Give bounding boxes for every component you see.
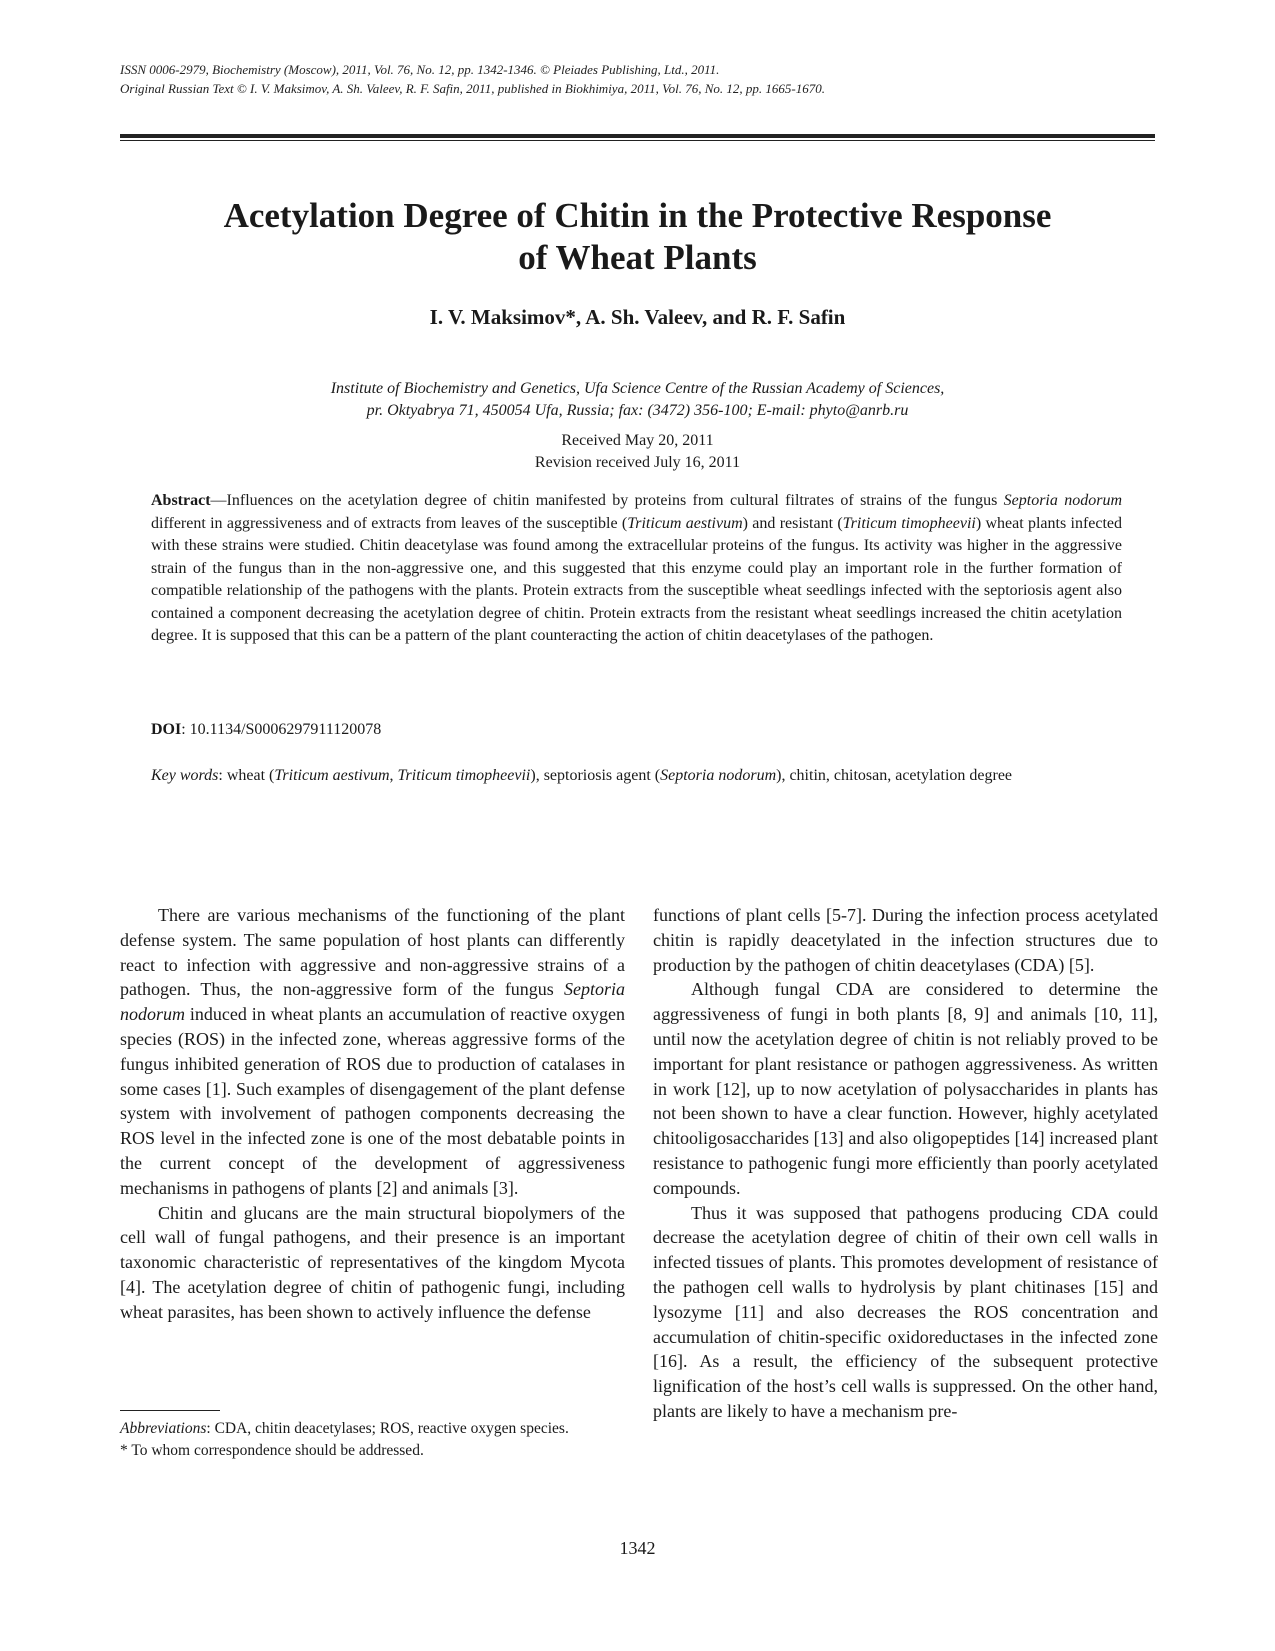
article-title [120, 195, 1155, 279]
abstract-species-2: Triticum aestivum [627, 514, 743, 532]
abbreviations-label: Abbreviations [120, 1420, 207, 1437]
doi-label: DOI [151, 721, 182, 738]
keywords-text-2: , [389, 767, 398, 784]
abstract-species-3: Triticum timopheevii [842, 514, 976, 532]
body-paragraph-3: functions of plant cells [5-7]. During the infection process acetylated chitin is rapidly deacetylated in the infection structures due to production by the pathogen of chitin deacetylases (CDA) [5]. [653, 905, 1158, 975]
keywords-label: Key words [151, 767, 219, 784]
header-original-text-line: Original Russian Text © I. V. Maksimov, A. Sh. Valeev, R. F. Safin, 2011, published in Biokhimiya, 2011, Vol. 76, No. 12, pp. 1665-1670. [120, 81, 825, 96]
body-column-left [120, 903, 625, 1325]
abstract-text-3: ) and resistant ( [742, 514, 843, 532]
abstract [151, 490, 1122, 648]
footnote-correspondence: * To whom correspondence should be addressed. [120, 1442, 424, 1459]
keywords-species-1: Triticum aestivum [274, 767, 390, 784]
dates [120, 430, 1155, 474]
header-rule-thin [120, 140, 1155, 141]
revised-date: Revision received July 16, 2011 [534, 454, 741, 471]
received-date: Received May 20, 2011 [561, 432, 714, 449]
body-p1-text-b: induced in wheat plants an accumulation of reactive oxygen species (ROS) in the infected zone, whereas aggressive forms of the fungus inhibited generation of ROS due to production of catalases in some cases [1]. Such examples of disengagement of the plant defense system with involvement of pathogen components decreasing the ROS level in the infected zone is one of the most debatable points in the current concept of the development of aggressiveness mechanisms in pathogens of plants [2] and animals [3]. [120, 1004, 625, 1198]
body-p1-species: Septoria nodorum [120, 979, 625, 1025]
authors: I. V. Maksimov*, A. Sh. Valeev, and R. F. Safin [429, 305, 846, 329]
keywords-text-3: ), septoriosis agent ( [530, 767, 661, 784]
header-rule-thick [120, 134, 1155, 138]
doi [151, 721, 381, 739]
footnotes [120, 1418, 625, 1462]
page-number: 1342 [619, 1538, 656, 1558]
journal-header [120, 60, 825, 98]
body-paragraph-4: Although fungal CDA are considered to determine the aggressiveness of fungi in both plants [8, 9] and animals [10, 11], until now the acetylation degree of chitin is not reliably proved to be important for plant resistance or pathogen aggressiveness. As written in work [12], up to now acetylation of polysaccharides in plants has not been shown to have a clear function. However, highly acetylated chitooligosaccharides [13] and also oligopeptides [14] increased plant resistance to pathogenic fungi more efficiently than poorly acetylated compounds. [653, 979, 1158, 1198]
affiliation-line-1: Institute of Biochemistry and Genetics, Ufa Science Centre of the Russian Academy of Sciences, [330, 380, 945, 397]
keywords-species-2: Triticum timopheevii [397, 767, 531, 784]
body-paragraph-1 [120, 903, 625, 1201]
body-paragraph-5: Thus it was supposed that pathogens producing CDA could decrease the acetylation degree of chitin of their own cell walls in infected tissues of plants. This promotes development of resistance of the pathogen cell walls to hydrolysis by plant chitinases [15] and lysozyme [11] and also decreases the ROS concentration and accumulation of chitin-specific oxidoreductases in the infected zone [16]. As a result, the efficiency of the subsequent protective lignification of the host’s cell walls is suppressed. On the other hand, plants are likely to have a mechanism pre- [653, 1202, 1158, 1421]
footnote-abbreviations [120, 1418, 625, 1440]
body-paragraph-2: Chitin and glucans are the main structural biopolymers of the cell wall of fungal pathogens, and their presence is an important taxonomic characteristic of representatives of the kingdom Mycota [4]. The acetylation degree of chitin of pathogenic fungi, including wheat parasites, has been shown to actively influence the defense [120, 1202, 625, 1322]
abstract-text-2: different in aggressiveness and of extracts from leaves of the susceptible ( [151, 514, 628, 532]
keywords [151, 765, 1122, 788]
doi-value[interactable]: : 10.1134/S0006297911120078 [181, 721, 382, 738]
body-column-right [653, 903, 1158, 1424]
affiliation [120, 378, 1155, 422]
title-line-2: of Wheat Plants [518, 238, 757, 277]
header-issn-line: ISSN 0006-2979, Biochemistry (Moscow), 2011, Vol. 76, No. 12, pp. 1342-1346. © Pleiades Publishing, Ltd., 2011. [120, 62, 720, 77]
footnote-rule [120, 1410, 220, 1411]
keywords-species-3: Septoria nodorum [660, 767, 777, 784]
abstract-text-1: Influences on the acetylation degree of chitin manifested by proteins from cultural filtrates of strains of the fungus [226, 492, 1004, 509]
keywords-text-1: : wheat ( [218, 767, 275, 784]
abstract-label: Abstract [151, 492, 211, 509]
keywords-text-4: ), chitin, chitosan, acetylation degree [776, 767, 1013, 784]
affiliation-line-2: pr. Oktyabrya 71, 450054 Ufa, Russia; fax: (3472) 356-100; E-mail: phyto@anrb.ru [366, 402, 909, 419]
abstract-text-4: ) wheat plants infected with these strains were studied. Chitin deacetylase was found among the extracellular proteins of the fungus. Its activity was higher in the aggressive strain of the fungus than in the non-aggressive one, and this suggested that this enzyme could play an important role in the further formation of compatible relationship of the pathogens with the plants. Protein extracts from the susceptible wheat seedlings infected with the septoriosis agent also contained a component decreasing the acetylation degree of chitin. Protein extracts from the resistant wheat seedlings increased the chitin acetylation degree. It is supposed that this can be a pattern of the plant counteracting the action of chitin deacetylases of the pathogen. [151, 514, 1123, 644]
abbreviations-text: : CDA, chitin deacetylases; ROS, reactive oxygen species. [206, 1420, 569, 1437]
body-p1-text-a: There are various mechanisms of the functioning of the plant defense system. The same population of host plants can differently react to infection with aggressive and non-aggressive strains of a pathogen. Thus, the non-aggressive form of the fungus [120, 905, 625, 1000]
title-line-1: Acetylation Degree of Chitin in the Protective Response [223, 196, 1052, 235]
abstract-dash: — [210, 492, 227, 509]
abstract-species-1: Septoria nodorum [1003, 492, 1123, 509]
